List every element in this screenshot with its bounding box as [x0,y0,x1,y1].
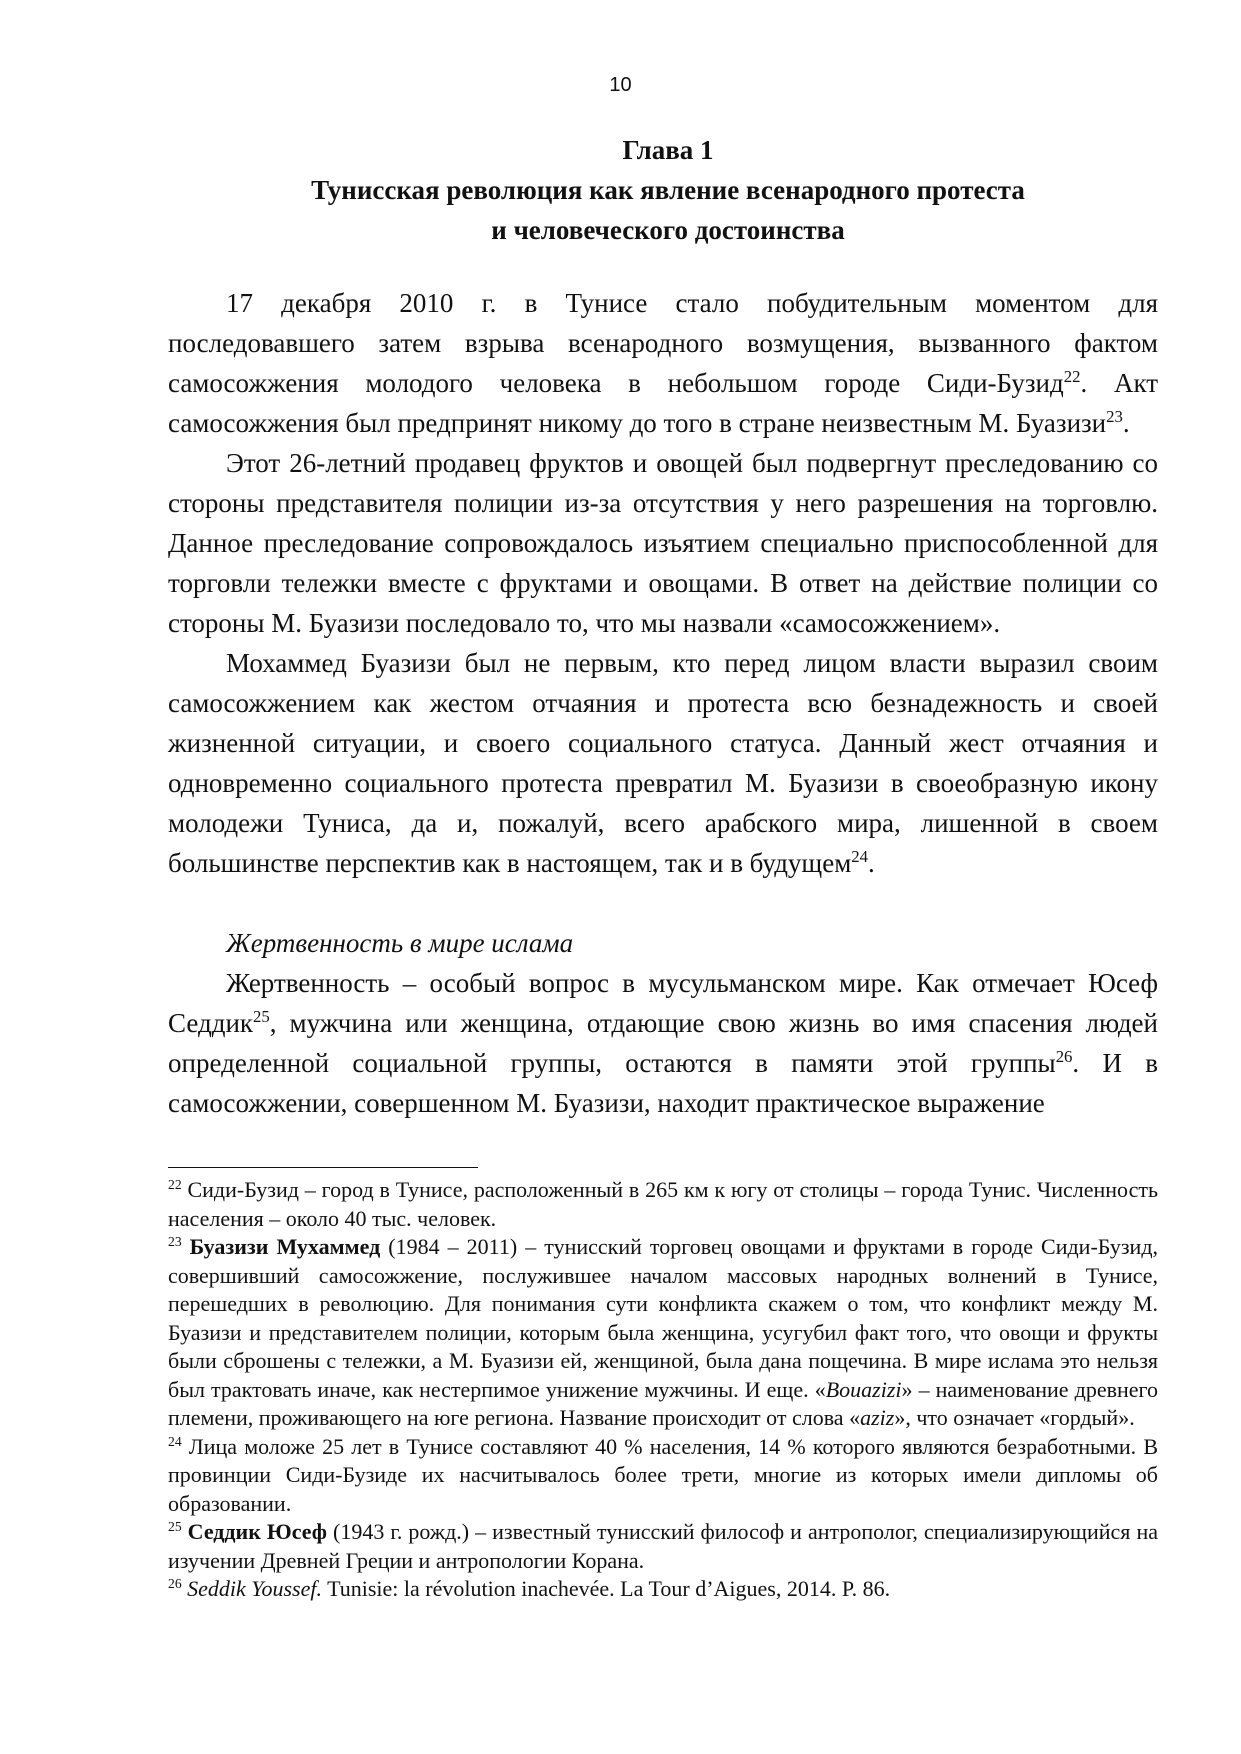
paragraph-3 [168,643,1158,883]
footnote-italic: Bouazizi [825,1376,902,1402]
paragraph-4 [168,963,1158,1123]
footnote-25 [168,1518,1158,1575]
footnote-24 [168,1433,1158,1519]
paragraph-text: . [868,848,875,878]
page-number: 10 [609,74,632,96]
footnote-ref[interactable]: 24 [851,846,869,866]
paragraph-text: Мохаммед Буазизи был не первым, кто перед лицом власти выразил своим самосожжением как жестом отчаяния и протеста всю безнадежность и своей жизненной ситуации, и своего социального статуса. Данный жест отчаяния и одновременно социального протеста превратил М. Буазизи в своеобразную икону молодежи Туниса, да и, пожалуй, всего арабского мира, лишенной в своем большинстве перспектив как в настоящем, так и в будущем [168,648,1158,878]
footnote-text: Tunisie: la révolution inachevée. La Tour d’Aigues, 2014. P. 86. [321,1576,891,1601]
footnote-bold-name: Седдик Юсеф [187,1519,327,1544]
footnote-number: 24 [168,1433,182,1449]
footnote-26 [168,1575,1158,1604]
footnote-ref[interactable]: 26 [1055,1046,1073,1066]
footnote-number: 22 [168,1176,182,1192]
footnote-bold-name: Буазизи Мухаммед [189,1234,381,1259]
paragraph-1 [168,283,1158,443]
footnote-ref[interactable]: 25 [253,1006,270,1026]
footnote-ref[interactable]: 22 [1063,366,1081,386]
chapter-heading [168,130,1168,250]
footnote-number: 23 [168,1233,182,1249]
paragraph-text: Жертвенность – особый вопрос в мусульманском мире. Как отмечает Юсеф Седдик [168,968,1158,1038]
footnote-text: », что означает «гордый». [894,1405,1135,1430]
paragraph-text: . И в самосожжении, совершенном М. Буазизи, находит практическое выражение [168,1048,1158,1118]
main-text [168,283,1158,1123]
footnote-ref[interactable]: 23 [1106,406,1123,426]
paragraph-text: . [1122,408,1130,438]
footnote-text: Сиди-Бузид – город в Тунисе, расположенный в 265 км к югу от столицы – города Тунис. Численность населения – около 40 тыс. человек. [168,1177,1158,1231]
paragraph-text: , мужчина или женщина, отдающие свою жизнь во имя спасения людей определенной социальной группы, остаются в памяти этой группы [168,1008,1158,1078]
footnote-italic: Seddik Youssef. [187,1576,322,1601]
chapter-label: Глава 1 [622,135,714,165]
footnote-number: 26 [168,1575,182,1591]
footnote-23 [168,1233,1158,1433]
section-subheading: Жертвенность в мире ислама [226,928,574,958]
footnotes [168,1176,1158,1604]
chapter-title-line-2: и человеческого достоинства [491,215,845,245]
footnote-number: 25 [168,1518,182,1534]
paragraph-text: 17 декабря 2010 г. в Тунисе стало побудительным моментом для последовавшего затем взрыва всенародного возмущения, вызванного фактом самосожжения молодого человека в небольшом городе Сиди-Бузид [168,288,1158,398]
footnote-text: » – наименование древнего племени, проживающего на юге региона. Название происходит от слова « [168,1376,1158,1430]
footnote-separator [168,1167,478,1168]
paragraph-2: Этот 26-летний продавец фруктов и овощей был подвергнут преследованию со стороны представителя полиции из-за отсутствия у него разрешения на торговлю. Данное преследование сопровождалось изъятием специально приспособленной для торговли тележки вместе с фруктами и овощами. В ответ на действие полиции со стороны М. Буазизи последовало то, что мы назвали «самосожжением». [168,448,1158,638]
footnote-text: (1984 – 2011) – тунисский торговец овощами и фруктами в городе Сиди-Бузид, совершивший самосожжение, послужившее началом массовых народных волнений в Тунисе, перешедших в революцию. Для понимания сути конфликта скажем о том, что конфликт между М. Буазизи и представителем полиции, которым была женщина, усугубил факт того, что овощи и фрукты были сброшены с тележки, а М. Буазизи ей, женщиной, была дана пощечина. В мире ислама это нельзя был трактовать иначе, как нестерпимое унижение мужчины. И еще. « [168,1234,1159,1402]
footnote-text: Лица моложе 25 лет в Тунисе составляют 40 % населения, 14 % которого являются безработными. В провинции Сиди-Бузиде их насчитывалось более трети, многие из которых имели дипломы об образовании. [168,1433,1158,1516]
chapter-title-line-1: Тунисская революция как явление всенародного протеста [311,175,1025,205]
footnote-italic: aziz [860,1405,895,1430]
footnote-22 [168,1176,1158,1233]
paragraph-text: . Акт самосожжения был предпринят никому до того в стране неизвестным М. Буазизи [168,368,1159,438]
footnote-text: (1943 г. рожд.) – известный тунисский философ и антрополог, специализирующийся на изучении Древней Греции и антропологии Корана. [168,1519,1158,1573]
